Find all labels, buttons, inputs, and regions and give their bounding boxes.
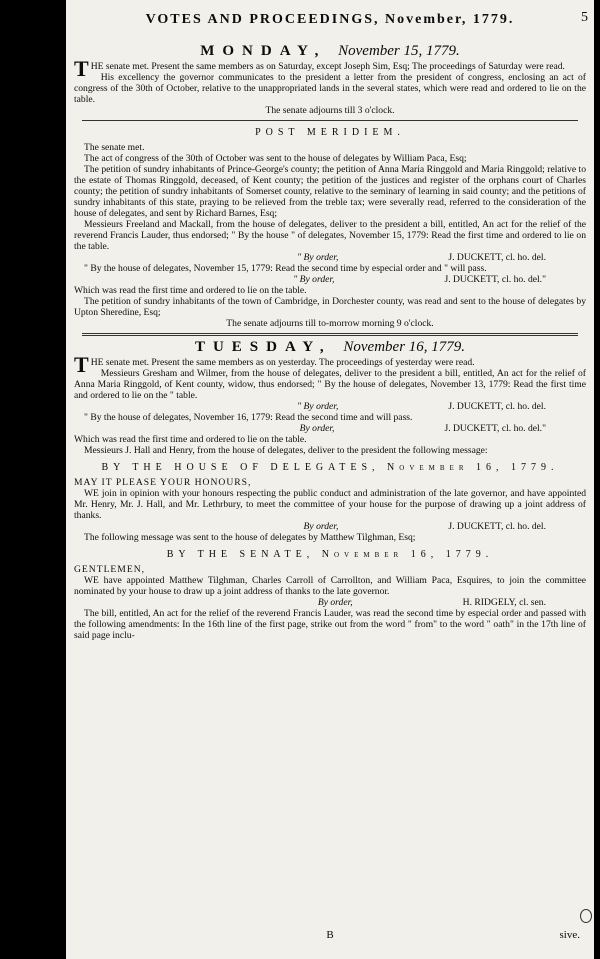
paragraph: Messieurs Freeland and Mackall, from the house of delegates, deliver to the president a bill, entitled, An act for the relief of the reverend Francis Lauder, thus endorsed; " By the house " of delegates, November 15, 1779: Read the first time and ordered to lie on the table.	[74, 219, 586, 252]
monday-day: MONDAY,	[200, 43, 327, 59]
paragraph: The following message was sent to the house of delegates by Matthew Tilghman, Esq;	[84, 532, 416, 543]
page-number: 5	[581, 10, 588, 25]
senate-message-heading: BY THE SENATE, November 16, 1779.	[166, 549, 494, 560]
paragraph: The act of congress of the 30th of October was sent to the house of delegates by William Paca, Esq;	[84, 153, 467, 164]
paper-blemish	[580, 909, 592, 923]
paragraph: The petition of sundry inhabitants of Prince-George's county; the petition of Anna Maria Ringgold and Maria Ringgold; relative to the estate of Thomas Ringgold, deceased, of Kent county; the petition of the justices and register of the orphans court of Charles county; the petition of sundry inhabitants of Somerset county, relative to the seminary of learning in said county; and the petitions of sundry inhabitants of this state, praying to be relieved from the treble tax; were severally read, referred to the consideration of the house of delegates, and sent by Richard Barnes, Esq;	[74, 164, 586, 219]
signature-by: By order,	[299, 423, 335, 434]
signature	[74, 423, 586, 434]
paragraph: The senate met.	[84, 142, 145, 153]
paragraph: Which was read the first time and ordered to lie on the table.	[74, 285, 307, 296]
paragraph: THE senate met. Present the same members as on Saturday, except Joseph Sim, Esq; The proceedings of Saturday were read.	[74, 56, 565, 81]
paragraph: Messieurs J. Hall and Henry, from the house of delegates, deliver to the president the following message:	[84, 445, 488, 456]
signature	[74, 521, 586, 532]
message-heading: BY THE HOUSE OF DELEGATES, November 16, 1779.	[101, 462, 559, 473]
senate-salutation: GENTLEMEN,	[74, 564, 146, 575]
paragraph: The petition of sundry inhabitants of the town of Cambridge, in Dorchester county, was read and sent to the house of delegates by Upton Sheredine, Esq;	[74, 296, 586, 318]
document-page	[66, 0, 594, 959]
tuesday-day: TUESDAY,	[194, 339, 332, 355]
signature-by: By order,	[317, 597, 353, 608]
document-body	[74, 40, 586, 641]
paragraph: The bill, entitled, An act for the relief of the reverend Francis Lauder, was read the second time by especial order and passed with the following amendments: In the 16th line of the first page, strike out from the word " from" to the word " oath" in the 17th line of said page inclu-	[74, 608, 586, 641]
signature-by: " By order,	[297, 401, 339, 412]
signature-by: By order,	[303, 521, 339, 532]
post-meridiem-heading: POST MERIDIEM.	[255, 127, 405, 138]
signature-name: J. DUCKETT, cl. ho. del.	[448, 252, 546, 263]
monday-heading	[74, 43, 586, 59]
signature-name: J. DUCKETT, cl. ho. del.	[448, 401, 546, 412]
divider	[82, 333, 578, 336]
paragraph: " By the house of delegates, November 16, 1779: Read the second time and will pass.	[84, 412, 413, 423]
monday-date: November 15, 1779.	[338, 43, 460, 59]
message-salutation: MAY IT PLEASE YOUR HONOURS,	[74, 477, 252, 488]
paragraph: " By the house of delegates, November 15, 1779: Read the second time by especial order and " will pass.	[84, 263, 487, 274]
divider	[82, 120, 578, 121]
running-head: VOTES AND PROCEEDINGS, November, 1779.	[145, 12, 515, 27]
paragraph: THE senate met. Present the same members as on yesterday. The proceedings of yesterday were read.	[74, 352, 475, 377]
paragraph: His excellency the governor communicates to the president a letter from the president of congress, enclosing an act of congress of the 30th of October, relative to the unappropriated lands in the several states, which were read and ordered to lie on the table.	[74, 72, 586, 105]
signature-by: " By order,	[293, 274, 335, 285]
signature-name: J. DUCKETT, cl. ho. del.	[448, 521, 546, 532]
paragraph: Which was read the first time and ordered to lie on the table.	[74, 434, 307, 445]
tuesday-heading	[74, 339, 586, 355]
signature	[74, 252, 586, 263]
signature	[74, 597, 586, 608]
signature-mark: B	[326, 929, 334, 941]
message-body: WE join in opinion with your honours respecting the public conduct and administration of the late governor, and have appointed Mr. Henry, Mr. J. Hall, and Mr. Lethrbury, to meet the committee of your house for the purpose of drawing up a joint address of thanks.	[74, 488, 586, 521]
paragraph: Messieurs Gresham and Wilmer, from the house of delegates, deliver to the president a bill, entitled, An act for the relief of Anna Maria Ringgold, of Kent county, widow, thus endorsed; " By the house of delegates, November 13, 1779: Read the first time and ordered to lie on the " table.	[74, 368, 586, 401]
tuesday-date: November 16, 1779.	[343, 339, 466, 355]
signature-by: " By order,	[297, 252, 339, 263]
adjournment: The senate adjourns till 3 o'clock.	[265, 105, 395, 116]
adjournment: The senate adjourns till to-morrow morning 9 o'clock.	[226, 318, 434, 329]
signature	[74, 274, 586, 285]
catchword: sive.	[559, 929, 580, 941]
signature-name: J. DUCKETT, cl. ho. del."	[444, 274, 546, 285]
signature-name: H. RIDGELY, cl. sen.	[462, 597, 546, 608]
senate-message-body: WE have appointed Matthew Tilghman, Charles Carroll of Carrollton, and William Paca, Esquires, to join the committee nominated by your house to draw up a joint address of thanks to the late governor.	[74, 575, 586, 597]
signature	[74, 401, 586, 412]
signature-name: J. DUCKETT, cl. ho. del."	[444, 423, 546, 434]
